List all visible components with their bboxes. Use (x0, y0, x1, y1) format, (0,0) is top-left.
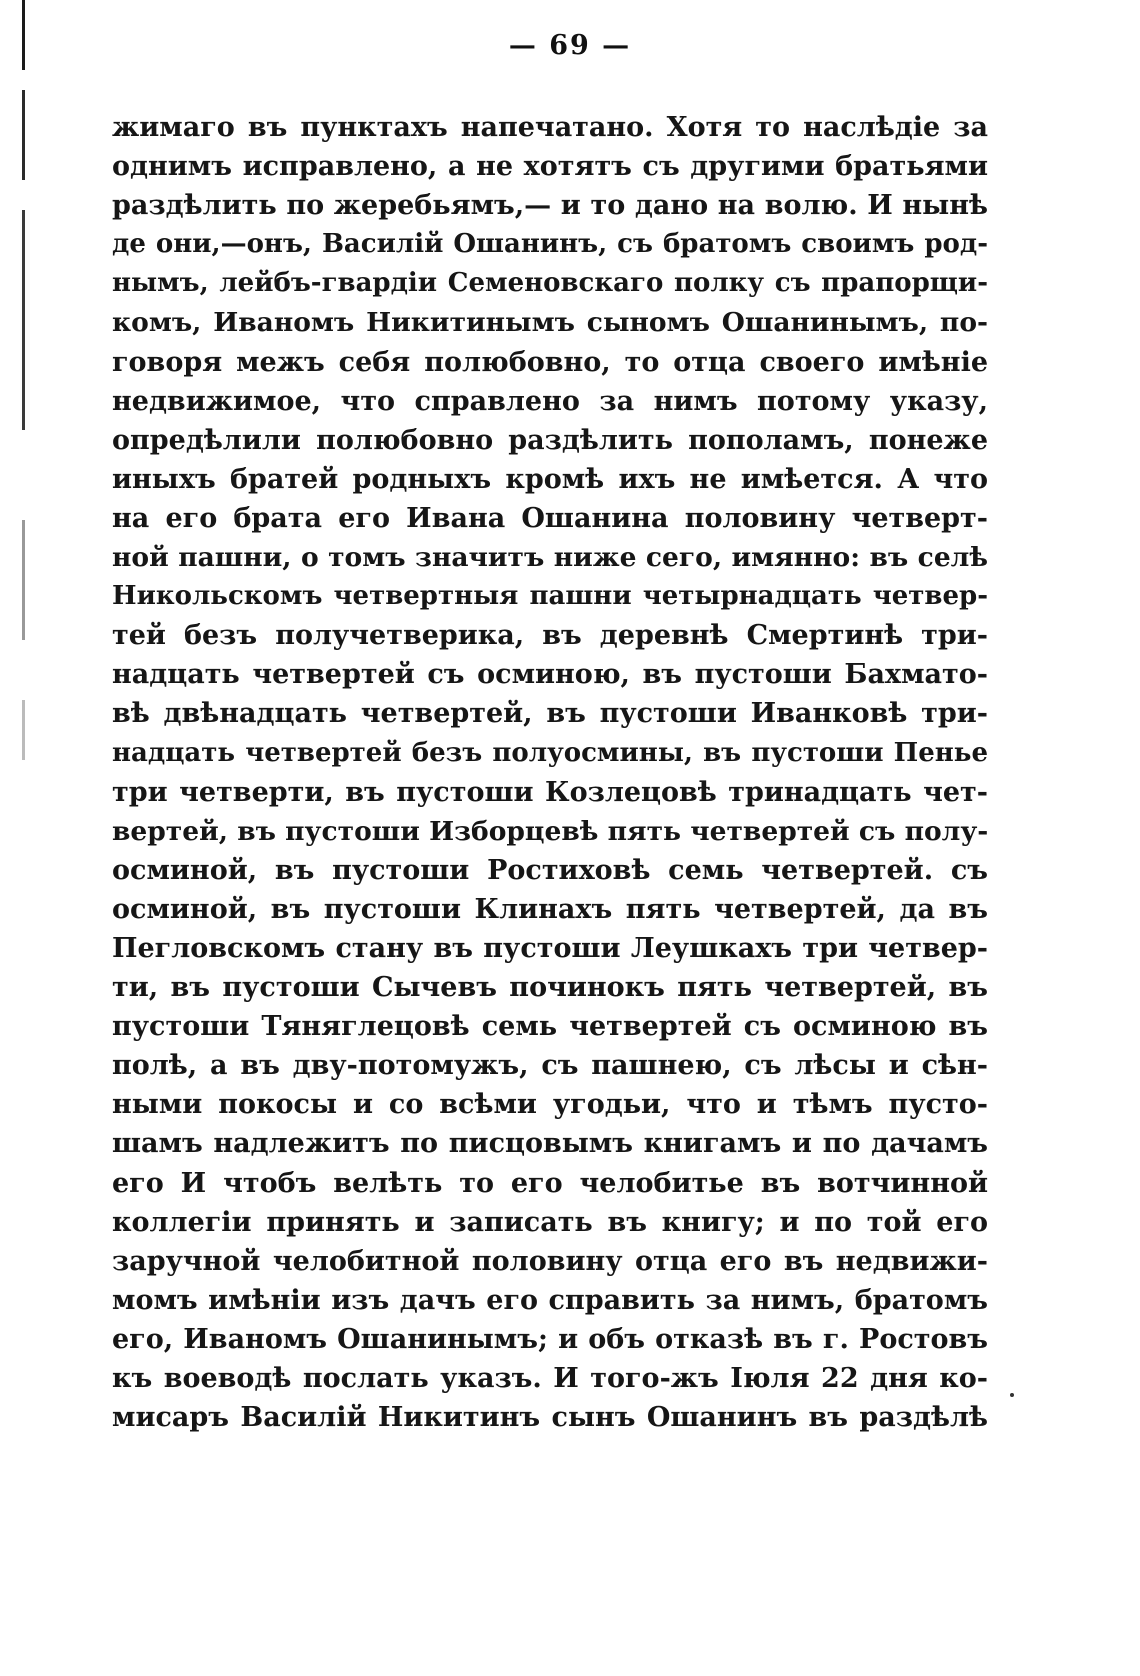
text-line: иныхъ братей родныхъ кромѣ ихъ не имѣется. А что (112, 463, 988, 495)
scan-edge-line (22, 0, 25, 1676)
ink-speck (1010, 1393, 1014, 1397)
text-line: тей безъ получетверика, въ деревнѣ Смертинѣ три- (112, 620, 988, 652)
text-line: заручной челобитной половину отца его въ недвижи- (112, 1245, 988, 1277)
text-line: его И чтобъ велѣть то его челобитье въ вотчинной (112, 1167, 988, 1199)
text-line: осминой, въ пустоши Клинахъ пять четвертей, да въ (112, 893, 988, 925)
text-line: вертей, въ пустоши Изборцевѣ пять четвертей съ полу- (112, 815, 988, 847)
text-line: нымъ, лейбъ-гвардіи Семеновскаго полку съ прапорщи- (112, 268, 988, 299)
text-line: комъ, Иваномъ Никитинымъ сыномъ Ошанинымъ, по- (112, 307, 988, 339)
text-line: говоря межъ себя полюбовно, то отца своего имѣніе (112, 346, 988, 378)
text-line: пустоши Тяняглецовѣ семь четвертей съ осминою въ (112, 1011, 988, 1043)
text-line: момъ имѣніи изъ дачъ его справить за нимъ, братомъ (112, 1284, 988, 1316)
text-line: его, Иваномъ Ошанинымъ; и объ отказѣ въ г. Ростовъ (112, 1323, 988, 1355)
text-line: Пегловскомъ стану въ пустоши Леушкахъ три четвер- (112, 932, 988, 964)
text-line: мисаръ Василій Никитинъ сынъ Ошанинъ въ раздѣлѣ (112, 1402, 988, 1434)
text-line: недвижимое, что справлено за нимъ потому указу, (112, 385, 988, 417)
text-line: надцать четвертей безъ полуосмины, въ пустоши Пенье (112, 737, 988, 768)
text-line: однимъ исправлено, а не хотятъ съ другими братьями (112, 151, 988, 183)
text-line: жимаго въ пунктахъ напечатано. Хотя то наслѣдіе за (112, 112, 988, 143)
text-line: надцать четвертей съ осминою, въ пустоши Бахмато- (112, 659, 988, 691)
text-line: де они,—онъ, Василій Ошанинъ, съ братомъ своимъ род- (112, 229, 988, 260)
text-line: шамъ надлежитъ по писцовымъ книгамъ и по дачамъ (112, 1128, 988, 1160)
text-line: три четверти, въ пустоши Козлецовѣ тринадцать чет- (112, 776, 988, 808)
text-line: ти, въ пустоши Сычевъ починокъ пять четвертей, въ (112, 972, 988, 1004)
text-line: полѣ, а въ дву-потомужъ, съ пашнею, съ лѣсы и сѣн- (112, 1050, 988, 1082)
text-line: опредѣлили полюбовно раздѣлить пополамъ, понеже (112, 424, 988, 456)
text-line: ными покосы и со всѣми угодьи, что и тѣмъ пусто- (112, 1089, 988, 1121)
text-line: осминой, въ пустоши Ростиховѣ семь четвертей. съ (112, 854, 988, 886)
text-line: на его брата его Ивана Ошанина половину четверт- (112, 502, 988, 534)
text-line: вѣ двѣнадцать четвертей, въ пустоши Иванковѣ три- (112, 698, 988, 730)
text-line: Никольскомъ четвертныя пашни четырнадцать четвер- (112, 581, 988, 612)
page-number: — 69 — (508, 30, 632, 61)
body-text (112, 108, 988, 1437)
text-line: коллегіи принять и записать въ книгу; и по той его (112, 1206, 988, 1238)
text-line: къ воеводѣ послать указъ. И того-жъ Іюля 22 дня ко- (112, 1363, 988, 1394)
text-line: ной пашни, о томъ значитъ ниже сего, имянно: въ селѣ (112, 542, 988, 574)
text-line: раздѣлить по жеребьямъ,— и то дано на волю. И нынѣ (112, 190, 988, 222)
